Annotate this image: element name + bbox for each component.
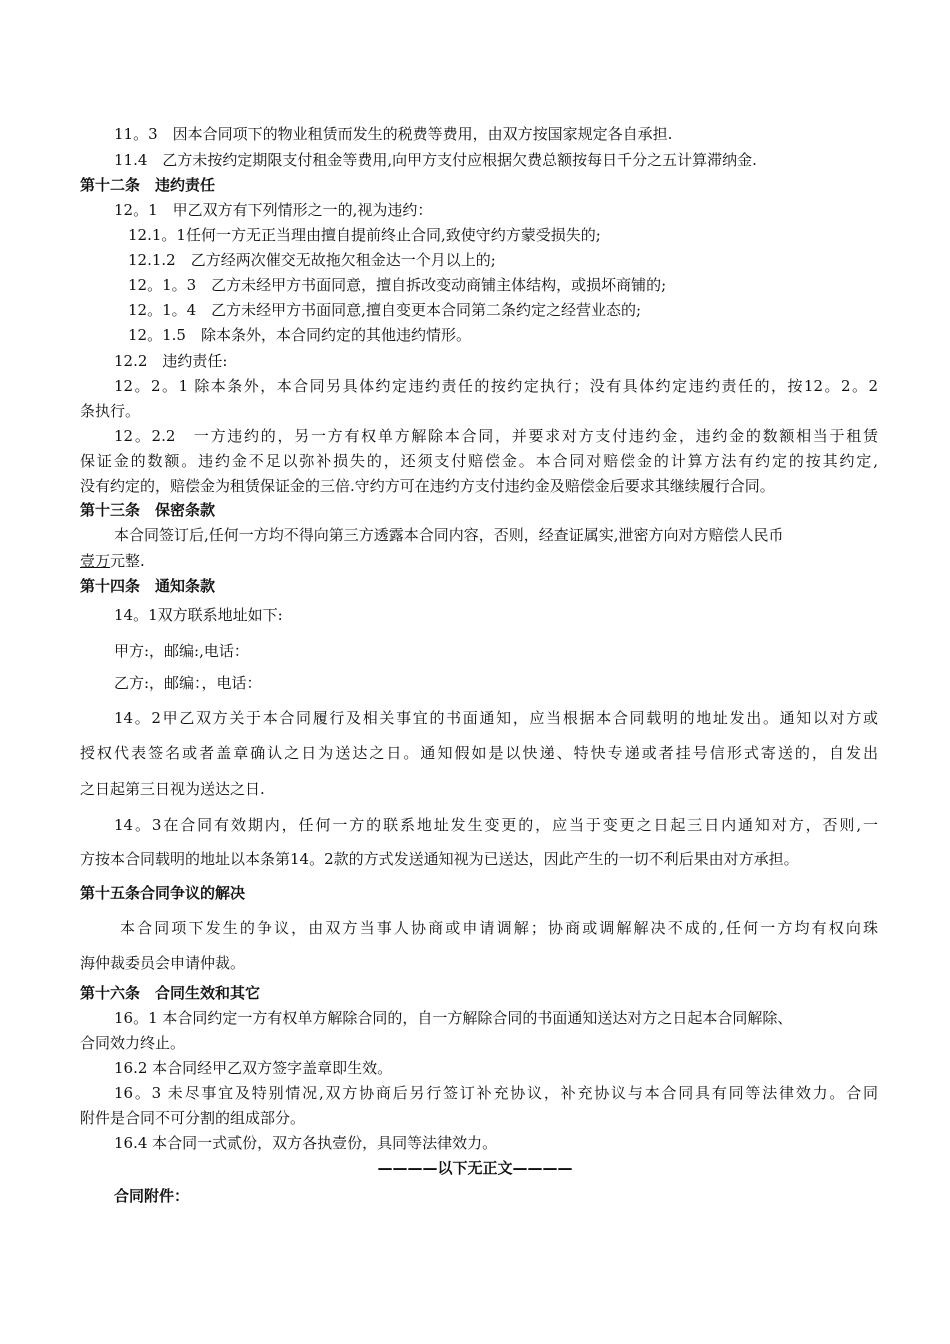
clause-12-2-1: 12。2。1 除本条外，本合同另具体约定违约责任的按约定执行；没有具体约定违约责任的，按12。2。2 bbox=[114, 377, 878, 395]
clause-14-2-cont-2: 之日起第三日视为送达之日. bbox=[80, 780, 265, 798]
party-a-contact: 甲方:，邮编:,电话： bbox=[114, 642, 249, 660]
article-14-heading: 第十四条 通知条款 bbox=[80, 577, 216, 595]
clause-14-2: 14。2甲乙双方关于本合同履行及相关事宜的书面通知，应当根据本合同载明的地址发出。通知以对方或 bbox=[114, 709, 878, 727]
clause-12-2-2-cont-1: 保证金的数额。违约金不足以弥补损失的，还须支付赔偿金。本合同对赔偿金的计算方法有约定的按其约定, bbox=[80, 452, 878, 470]
clause-14-1: 14。1双方联系地址如下: bbox=[114, 606, 283, 624]
clause-12-2-2-cont-2: 没有约定的，赔偿金为租赁保证金的三倍.守约方可在违约方支付违约金及赔偿金后要求其继续履行合同。 bbox=[80, 477, 775, 495]
clause-12-1-5: 12。1.5 除本条外，本合同约定的其他违约情形。 bbox=[128, 326, 471, 344]
clause-12-1: 12。1 甲乙双方有下列情形之一的,视为违约： bbox=[114, 201, 433, 219]
clause-16-3: 16。3 未尽事宜及特别情况,双方协商后另行签订补充协议，补充协议与本合同具有同等法律效力。合同 bbox=[114, 1084, 878, 1102]
clause-16-1-cont: 合同效力终止。 bbox=[80, 1034, 186, 1052]
article-13-heading: 第十三条 保密条款 bbox=[80, 501, 216, 519]
clause-16-2: 16.2 本合同经甲乙双方签字盖章即生效。 bbox=[114, 1059, 393, 1077]
article-15-text-cont: 海仲裁委员会申请仲裁。 bbox=[80, 954, 246, 972]
party-b-contact: 乙方:，邮编：，电话： bbox=[114, 674, 262, 692]
clause-12-2: 12.2 违约责任: bbox=[114, 352, 228, 370]
clause-12-1-2: 12.1.2 乙方经两次催交无故拖欠租金达一个月以上的; bbox=[128, 251, 496, 269]
attachments-label: 合同附件： bbox=[114, 1187, 190, 1205]
clause-11-4: 11.4 乙方未按约定期限支付租金等费用,向甲方支付应根据欠费总额按每日千分之五计算滞纳金. bbox=[114, 151, 757, 169]
article-12-heading: 第十二条 违约责任 bbox=[80, 176, 216, 194]
clause-12-2-2: 12。2.2 一方违约的，另一方有权单方解除本合同，并要求对方支付违约金，违约金的数额相当于租赁 bbox=[114, 427, 878, 445]
clause-16-3-cont: 附件是合同不可分割的组成部分。 bbox=[80, 1109, 306, 1127]
clause-14-3-cont: 方按本合同载明的地址以本条第14。2款的方式发送通知视为已送达，因此产生的一切不利后果由对方承担。 bbox=[80, 850, 799, 868]
article-16-heading: 第十六条 合同生效和其它 bbox=[80, 984, 261, 1002]
penalty-amount: 壹万 bbox=[80, 552, 111, 570]
clause-12-1-1: 12.1。1任何一方无正当理由擅自提前终止合同,致使守约方蒙受损失的; bbox=[128, 226, 601, 244]
article-13-text-cont bbox=[80, 551, 145, 571]
article-15-heading: 第十五条合同争议的解决 bbox=[80, 884, 246, 902]
clause-16-1: 16。1 本合同约定一方有权单方解除合同的，自一方解除合同的书面通知送达对方之日起本合同解除、 bbox=[114, 1009, 793, 1027]
clause-11-3: 11。3 因本合同项下的物业租赁而发生的税费等费用，由双方按国家规定各自承担. bbox=[114, 125, 673, 143]
clause-12-2-1-cont: 条执行。 bbox=[80, 402, 141, 420]
clause-12-1-4: 12。1。4 乙方未经甲方书面同意,擅自变更本合同第二条约定之经营业态的; bbox=[128, 301, 641, 319]
article-13-text: 本合同签订后,任何一方均不得向第三方透露本合同内容，否则，经查证属实,泄密方向对方赔偿人民币 bbox=[114, 526, 784, 544]
article-15-text: 本合同项下发生的争议，由双方当事人协商或申请调解；协商或调解解决不成的,任何一方均有权向珠 bbox=[120, 919, 878, 937]
clause-16-4: 16.4 本合同一式贰份，双方各执壹份，具同等法律效力。 bbox=[114, 1134, 498, 1152]
clause-14-2-cont-1: 授权代表签名或者盖章确认之日为送达之日。通知假如是以快递、特快专递或者挂号信形式寄送的，自发出 bbox=[80, 744, 878, 762]
clause-12-1-3: 12。1。3 乙方未经甲方书面同意，擅自拆改变动商铺主体结构，或损坏商铺的; bbox=[128, 276, 667, 294]
clause-14-3: 14。3在合同有效期内，任何一方的联系地址发生变更的，应当于变更之日起三日内通知对方，否则,一 bbox=[114, 816, 878, 834]
end-of-text-marker: ————以下无正文———— bbox=[377, 1159, 573, 1177]
penalty-suffix: 元整. bbox=[110, 552, 145, 570]
